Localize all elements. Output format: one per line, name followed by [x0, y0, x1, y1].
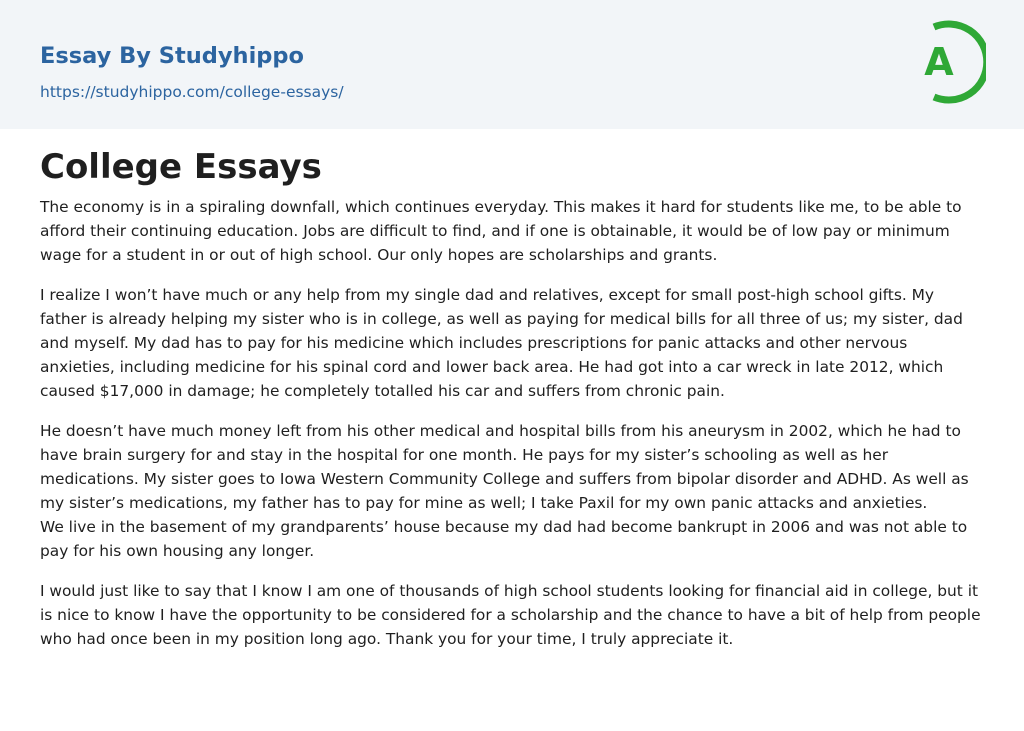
essay-paragraph: We live in the basement of my grandparents’ house because my dad had become bankrupt in 2006 and was not able to pay for his own housing any longer. [40, 518, 968, 560]
essay-paragraph: I would just like to say that I know I am one of thousands of high school students looking for financial aid in college, but it is nice to know I have the opportunity to be considered for a scholarship and the chance to have a bit of help from people who had once been in my position long ago. Thank you for your time, I truly appreciate it. [40, 582, 981, 648]
site-url-link[interactable]: https://studyhippo.com/college-essays/ [40, 83, 344, 101]
studyhippo-logo-icon[interactable] [912, 19, 986, 105]
essay-paragraph: He doesn’t have much money left from his other medical and hospital bills from his aneurysm in 2002, which he had to have brain surgery for and stay in the hospital for one month. He pays for my sister’s schooling as well as her medications. My sister goes to Iowa Western Community College and suffers from bipolar disorder and ADHD. As well as my sister’s medications, my father has to pay for mine as well; I take Paxil for my own panic attacks and anxieties. [40, 422, 969, 512]
logo-letter: A [924, 40, 954, 84]
essay-paragraph: The economy is in a spiraling downfall, which continues everyday. This makes it hard for students like me, to be able to afford their continuing education. Jobs are difficult to find, and if one is obtainable, it would be of low pay or minimum wage for a student in or out of high school. Our only hopes are scholarships and grants. [40, 198, 962, 264]
essay-content [0, 129, 1024, 651]
essay-paragraph: I realize I won’t have much or any help from my single dad and relatives, except for small post-high school gifts. My father is already helping my sister who is in college, as well as paying for medical bills for all three of us; my sister, dad and myself. My dad has to pay for his medicine which includes prescriptions for panic attacks and other nervous anxieties, including medicine for his spinal cord and lower back area. He had got into a car wreck in late 2012, which caused $17,000 in damage; he completely totalled his car and suffers from chronic pain. [40, 286, 963, 400]
site-header [0, 0, 1024, 129]
page-title: College Essays [40, 147, 322, 187]
site-title: Essay By Studyhippo [40, 43, 304, 69]
